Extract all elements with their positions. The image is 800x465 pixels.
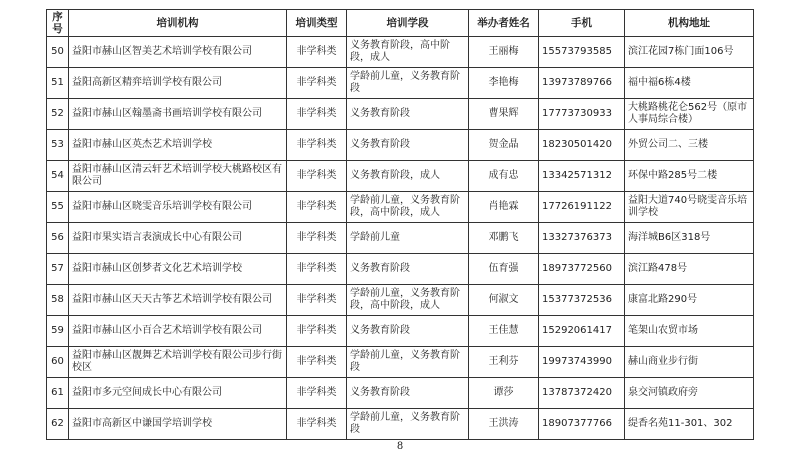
cell-address: 缇香名苑11-301、302	[625, 409, 754, 440]
cell-address: 滨江路478号	[625, 254, 754, 285]
cell-address: 大桃路桃花仑562号（原市人事局综合楼）	[625, 99, 754, 130]
cell-training-stage: 义务教育阶段	[347, 378, 469, 409]
cell-organizer: 贺金晶	[469, 130, 539, 161]
cell-organizer: 王洪涛	[469, 409, 539, 440]
cell-phone: 15573793585	[539, 37, 625, 68]
cell-training-type: 非学科类	[287, 192, 347, 223]
cell-address: 益阳大道740号晓雯音乐培训学校	[625, 192, 754, 223]
cell-training-type: 非学科类	[287, 254, 347, 285]
cell-training-type: 非学科类	[287, 409, 347, 440]
cell-training-stage: 义务教育阶段	[347, 254, 469, 285]
cell-training-stage: 义务教育阶段，高中阶段，成人	[347, 37, 469, 68]
cell-institution: 益阳市赫山区靓舞艺术培训学校有限公司步行街校区	[69, 347, 287, 378]
table-body	[47, 37, 754, 440]
page-number: 8	[396, 441, 404, 452]
cell-address: 泉交河镇政府旁	[625, 378, 754, 409]
cell-institution: 益阳市赫山区晓雯音乐培训学校有限公司	[69, 192, 287, 223]
cell-institution: 益阳市赫山区智美艺术培训学校有限公司	[69, 37, 287, 68]
cell-serial: 52	[47, 99, 69, 130]
cell-organizer: 伍育强	[469, 254, 539, 285]
cell-address: 外贸公司二、三楼	[625, 130, 754, 161]
cell-phone: 13327376373	[539, 223, 625, 254]
cell-training-stage: 学龄前儿童	[347, 223, 469, 254]
cell-phone: 17773730933	[539, 99, 625, 130]
cell-organizer: 邓鹏飞	[469, 223, 539, 254]
table-row	[47, 68, 754, 99]
cell-institution: 益阳市赫山区清云轩艺术培训学校大桃路校区有限公司	[69, 161, 287, 192]
cell-organizer: 成有忠	[469, 161, 539, 192]
table-row	[47, 409, 754, 440]
cell-training-type: 非学科类	[287, 161, 347, 192]
cell-training-type: 非学科类	[287, 223, 347, 254]
cell-serial: 61	[47, 378, 69, 409]
cell-address: 福中福6栋4楼	[625, 68, 754, 99]
cell-training-type: 非学科类	[287, 68, 347, 99]
cell-serial: 56	[47, 223, 69, 254]
cell-training-type: 非学科类	[287, 378, 347, 409]
table-row	[47, 378, 754, 409]
cell-phone: 15292061417	[539, 316, 625, 347]
cell-organizer: 王丽梅	[469, 37, 539, 68]
cell-address: 赫山商业步行街	[625, 347, 754, 378]
table-row	[47, 130, 754, 161]
table-row	[47, 192, 754, 223]
header-training-type: 培训类型	[287, 10, 347, 37]
cell-organizer: 李艳梅	[469, 68, 539, 99]
cell-training-stage: 学龄前儿童，义务教育阶段，高中阶段，成人	[347, 285, 469, 316]
cell-organizer: 王利芬	[469, 347, 539, 378]
table-row	[47, 37, 754, 68]
cell-institution: 益阳市高新区中谦国学培训学校	[69, 409, 287, 440]
cell-training-stage: 义务教育阶段	[347, 99, 469, 130]
cell-training-stage: 义务教育阶段	[347, 316, 469, 347]
cell-serial: 55	[47, 192, 69, 223]
cell-serial: 57	[47, 254, 69, 285]
cell-training-stage: 义务教育阶段，成人	[347, 161, 469, 192]
cell-training-type: 非学科类	[287, 37, 347, 68]
cell-institution: 益阳市多元空间成长中心有限公司	[69, 378, 287, 409]
cell-training-type: 非学科类	[287, 130, 347, 161]
cell-serial: 53	[47, 130, 69, 161]
cell-phone: 13973789766	[539, 68, 625, 99]
table-row	[47, 161, 754, 192]
table-header-row	[47, 10, 754, 37]
cell-institution: 益阳市赫山区创梦者文化艺术培训学校	[69, 254, 287, 285]
cell-serial: 59	[47, 316, 69, 347]
table-row	[47, 99, 754, 130]
cell-phone: 13787372420	[539, 378, 625, 409]
cell-training-stage: 学龄前儿童，义务教育阶段	[347, 68, 469, 99]
cell-institution: 益阳高新区精弈培训学校有限公司	[69, 68, 287, 99]
header-organizer: 举办者姓名	[469, 10, 539, 37]
cell-institution: 益阳市果实语言表演成长中心有限公司	[69, 223, 287, 254]
header-training-stage: 培训学段	[347, 10, 469, 37]
header-institution: 培训机构	[69, 10, 287, 37]
cell-address: 康富北路290号	[625, 285, 754, 316]
cell-serial: 51	[47, 68, 69, 99]
cell-address: 海洋城B6区318号	[625, 223, 754, 254]
cell-organizer: 王佳慧	[469, 316, 539, 347]
cell-institution: 益阳市赫山区小百合艺术培训学校有限公司	[69, 316, 287, 347]
cell-serial: 50	[47, 37, 69, 68]
header-address: 机构地址	[625, 10, 754, 37]
cell-training-stage: 学龄前儿童，义务教育阶段	[347, 347, 469, 378]
cell-organizer: 谭莎	[469, 378, 539, 409]
cell-institution: 益阳市赫山区翰墨斋书画培训学校有限公司	[69, 99, 287, 130]
header-serial: 序号	[47, 10, 69, 37]
cell-phone: 15377372536	[539, 285, 625, 316]
cell-training-stage: 学龄前儿童，义务教育阶段，高中阶段，成人	[347, 192, 469, 223]
cell-serial: 62	[47, 409, 69, 440]
cell-phone: 18230501420	[539, 130, 625, 161]
header-phone: 手机	[539, 10, 625, 37]
table-row	[47, 316, 754, 347]
cell-address: 笔架山农贸市场	[625, 316, 754, 347]
cell-address: 环保中路285号二楼	[625, 161, 754, 192]
cell-phone: 18973772560	[539, 254, 625, 285]
table-row	[47, 254, 754, 285]
cell-address: 滨江花园7栋门面106号	[625, 37, 754, 68]
cell-phone: 19973743990	[539, 347, 625, 378]
cell-training-type: 非学科类	[287, 99, 347, 130]
cell-organizer: 曹果辉	[469, 99, 539, 130]
cell-organizer: 肖艳霖	[469, 192, 539, 223]
cell-institution: 益阳市赫山区天天古筝艺术培训学校有限公司	[69, 285, 287, 316]
cell-institution: 益阳市赫山区英杰艺术培训学校	[69, 130, 287, 161]
cell-serial: 60	[47, 347, 69, 378]
table-row	[47, 347, 754, 378]
cell-serial: 54	[47, 161, 69, 192]
cell-phone: 18907377766	[539, 409, 625, 440]
cell-training-type: 非学科类	[287, 316, 347, 347]
cell-phone: 17726191122	[539, 192, 625, 223]
cell-serial: 58	[47, 285, 69, 316]
training-institution-table	[46, 9, 754, 440]
cell-phone: 13342571312	[539, 161, 625, 192]
cell-training-type: 非学科类	[287, 285, 347, 316]
cell-training-stage: 义务教育阶段	[347, 130, 469, 161]
table-row	[47, 285, 754, 316]
cell-organizer: 何淑文	[469, 285, 539, 316]
cell-training-stage: 学龄前儿童，义务教育阶段	[347, 409, 469, 440]
cell-training-type: 非学科类	[287, 347, 347, 378]
table-row	[47, 223, 754, 254]
